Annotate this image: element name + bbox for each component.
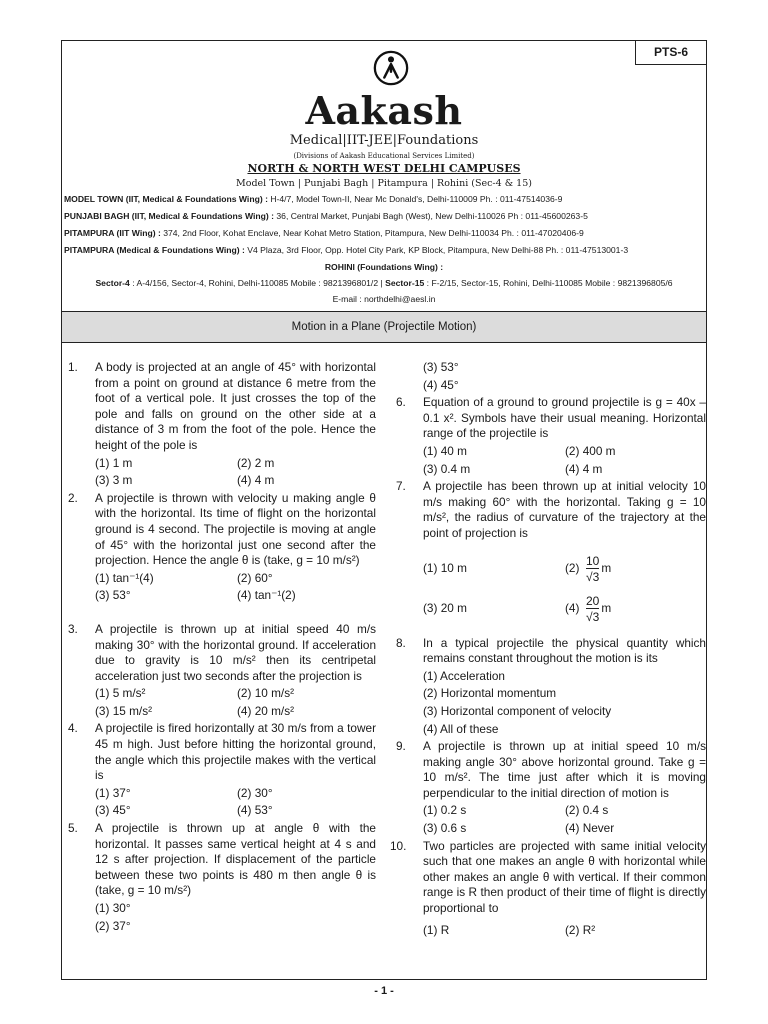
email: E-mail : northdelhi@aesl.in (332, 294, 436, 304)
question-1-options: (1) 1 m (2) 2 m (3) 3 m (4) 4 m (95, 455, 275, 488)
question-8-option-1: (1) Acceleration (423, 668, 505, 683)
topic-title: Motion in a Plane (Projectile Motion) (62, 311, 706, 343)
address-model-town: MODEL TOWN (IIT, Medical & Foundations Wing) : H-4/7, Model Town-II, Near Mc Donald's, Delhi-110009 Ph. : 011-47514036-9 (64, 194, 563, 204)
brand-name: Aakash (305, 88, 463, 133)
question-8-option-3: (3) Horizontal component of velocity (423, 703, 612, 718)
question-7: 7. A projectile has been thrown up at initial velocity 10 m/s making 60° with the horizontal. Taking g = 10 m/s², the radius of curvature of the trajectory at the point of projection is (396, 479, 706, 540)
question-2-options: (1) tan⁻¹(4) (2) 60° (3) 53° (4) tan⁻¹(2) (95, 570, 296, 603)
question-2: 2. A projectile is thrown with velocity u making angle θ with the horizontal. Its time of flight on the horizontal ground is 4 second. The projectile is moving at angle of 45° with the horizontal just one second after the projection. Hence the angle θ is (take, g = 10 m/s²) (68, 490, 376, 568)
address-pitampura-medical: PITAMPURA (Medical & Foundations Wing) : V4 Plaza, 3rd Floor, Opp. Hotel City Park, KP Block, Pitampura, New Delhi-88 Ph. : 011-47513001-3 (64, 245, 629, 255)
question-10: 10. Two particles are projected with same initial velocity such that one makes an angle θ with horizontal while other makes an angle θ with vertical. If their common range is R then product of their time of flight is directly proportional to (390, 838, 706, 916)
question-4: 4. A projectile is fired horizontally at 30 m/s from a tower 45 m high. Just before hitting the horizontal ground, the angle which this projectile makes with the vertical is (68, 721, 376, 783)
page-number: - 1 - (374, 985, 394, 997)
question-5-option-1: (1) 30° (95, 901, 131, 915)
address-punjabi-bagh: PUNJABI BAGH (IIT, Medical & Foundations Wing) : 36, Central Market, Punjabi Bagh (West), New Delhi-110026 Ph : 011-45600263-5 (64, 211, 588, 221)
fraction-20-root3: $\frac{20}{√3}$ (585, 593, 600, 624)
question-10-options: (1) R (2) R² (423, 922, 596, 937)
question-3-options: (1) 5 m/s² (2) 10 m/s² (3) 15 m/s² (4) 20 m/s² (95, 686, 295, 718)
campus-list: Model Town | Punjabi Bagh | Pitampura | Rohini (Sec-4 & 15) (236, 178, 532, 189)
fraction-10-root3: $\frac{10}{√3}$ (585, 553, 600, 584)
question-5-option-3: (3) 53° (423, 360, 459, 374)
right-column (390, 360, 706, 940)
question-8-option-4: (4) All of these (423, 721, 499, 736)
brand-tagline: Medical|IIT-JEE|Foundations (289, 133, 479, 148)
question-8-option-2: (2) Horizontal momentum (423, 686, 557, 701)
question-6: 6. Equation of a ground to ground projectile is g = 40x – 0.1 x². Symbols have their usual meaning. Horizontal range of the projectile is (396, 395, 706, 441)
question-4-options: (1) 37° (2) 30° (3) 45° (4) 53° (95, 785, 273, 818)
rohini-title: ROHINI (Foundations Wing) : (324, 262, 444, 272)
question-5: 5. A projectile is thrown up at angle θ with the horizontal. It passes same vertical height at 4 s and 12 s after projection. If displacement of the particle between these two points is 480 m then angle θ is (take, g = 10 m/s²) (68, 821, 376, 898)
question-7-options: (1) 10 m (2) $\frac{10}{√3}$ m (423, 553, 612, 584)
question-9: 9. A projectile is thrown up at initial speed 10 m/s making angle 30° above horizontal ground. Take g = 10 m/s². The time just after which it is moving perpendicular to the initial direction of motion is (396, 739, 706, 800)
rohini-sectors: Sector-4 : A-4/156, Sector-4, Rohini, Delhi-110085 Mobile : 9821396801/2 | Sector-15 : F-2/15, Sector-15, Rohini, Delhi-110085 Mobile : 9821396805/6 (95, 278, 673, 288)
brand-division: (Divisions of Aakash Educational Services Limited) (293, 152, 475, 160)
left-column (62, 360, 376, 934)
question-9-options: (1) 0.2 s (2) 0.4 s (3) 0.6 s (4) Never (423, 803, 615, 836)
question-3: 3. A projectile is thrown up at initial speed 40 m/s making 30° with the horizontal ground. If acceleration due to gravity is 10 m/s² then its centripetal acceleration just two seconds after the projection is (68, 621, 376, 683)
question-5-option-4: (4) 45° (423, 377, 459, 392)
question-8: 8. In a typical projectile the physical quantity which remains constant throughout the motion is its (396, 635, 706, 666)
question-6-options: (1) 40 m (2) 400 m (3) 0.4 m (4) 4 m (423, 443, 616, 476)
question-7-options-b: (3) 20 m (4) $\frac{20}{√3}$ m (423, 593, 612, 624)
campus-title: NORTH & NORTH WEST DELHI CAMPUSES (247, 162, 521, 175)
address-pitampura-iit: PITAMPURA (IIT Wing) : 374, 2nd Floor, Kohat Enclave, Near Kohat Metro Station, Pitampura, New Delhi-110034 Ph. : 011-47020406-9 (64, 228, 584, 238)
paper-code: PTS-6 (635, 41, 706, 65)
question-1: 1. A body is projected at an angle of 45° with horizontal from a point on ground at distance 6 metre from the foot of a vertical pole. It just crosses the top of the pole and falls on ground on the other side at a distance of 3 m from the foot of the pole. Hence the height of the pole is (68, 360, 376, 452)
question-5-option-2: (2) 37° (95, 918, 131, 933)
aakash-logo-icon (372, 49, 410, 87)
